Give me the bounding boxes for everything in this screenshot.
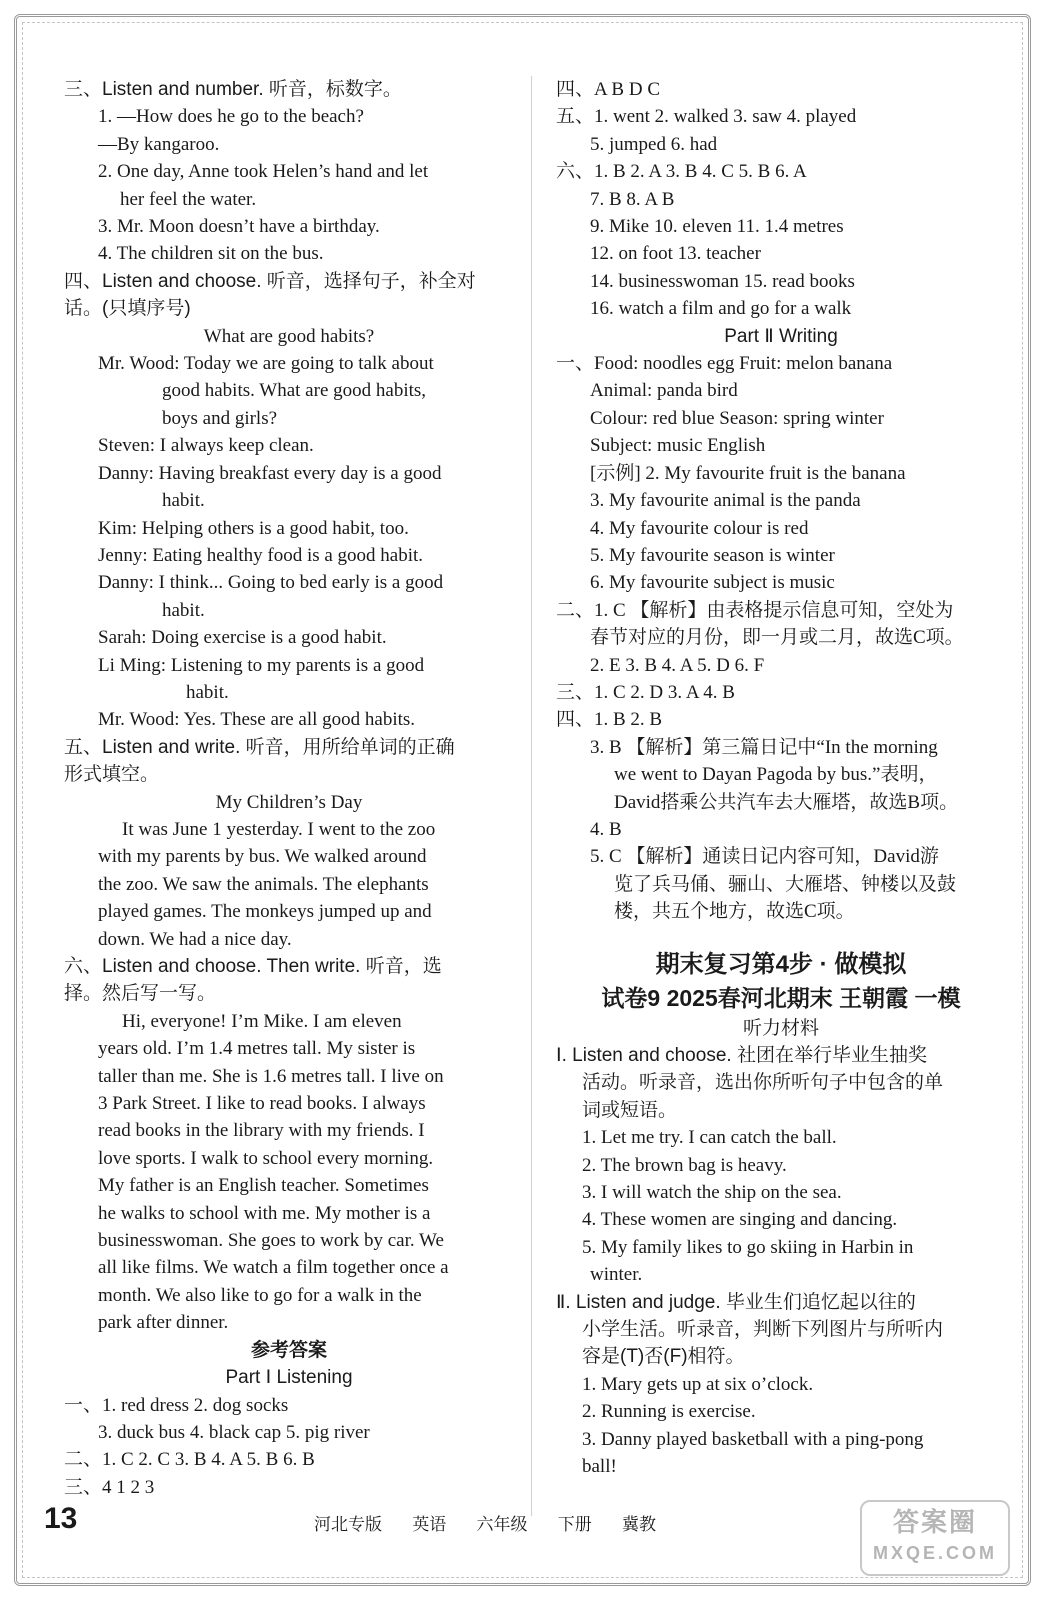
text-line: ball!	[582, 1456, 617, 1478]
section-heading: 活动。听录音，选出你所听句子中包含的单	[582, 1072, 944, 1094]
text-line: My father is an English teacher. Sometimes	[98, 1175, 429, 1197]
watermark-logo	[860, 1500, 1010, 1576]
text-line: Hi, everyone! I’m Mike. I am eleven	[122, 1010, 402, 1032]
text-line: love sports. I walk to school every morning.	[98, 1147, 434, 1169]
answer-line: 3. My favourite animal is the panda	[590, 490, 861, 512]
text-line: all like films. We watch a film together once a	[98, 1257, 449, 1279]
text-line: Danny: Having breakfast every day is a good	[98, 462, 442, 484]
text-line: Steven: I always keep clean.	[98, 435, 314, 457]
answer-line: 四、1. B 2. B	[556, 709, 663, 731]
text-line: 3 Park Street. I like to read books. I always	[98, 1093, 426, 1115]
text-line: Sarah: Doing exercise is a good habit.	[98, 627, 387, 649]
watermark-text: 答案圈	[892, 1507, 977, 1537]
section-heading: 词或短语。	[582, 1099, 678, 1121]
answer-line: 7. B 8. A B	[590, 188, 675, 210]
text-line: habit.	[162, 490, 205, 512]
section-heading: Ⅱ. Listen and judge. 毕业生们追忆起以往的	[556, 1291, 916, 1313]
text-line: taller than me. She is 1.6 metres tall. I live on	[98, 1065, 444, 1087]
chapter-heading: 期末复习第4步 · 做模拟	[655, 950, 907, 978]
section-heading: 话。(只填序号)	[64, 298, 191, 320]
answer-line: 4. B	[590, 818, 622, 840]
text-line: Kim: Helping others is a good habit, too.	[98, 517, 409, 539]
text-line: 2. The brown bag is heavy.	[582, 1154, 787, 1176]
text-line: winter.	[590, 1264, 643, 1286]
answer-key-heading: 参考答案	[250, 1339, 327, 1361]
answer-line: 三、4 1 2 3	[64, 1476, 155, 1498]
section-heading: 小学生活。听录音，判断下列图片与所听内	[582, 1319, 944, 1341]
answer-line: 12. on foot 13. teacher	[590, 243, 761, 265]
subject-label: 英语	[412, 1515, 447, 1534]
section-heading: Ⅰ. Listen and choose. 社团在举行毕业生抽奖	[556, 1045, 927, 1066]
part-heading: Part Ⅱ Writing	[724, 325, 838, 347]
text-line: month. We also like to go for a walk in the	[98, 1284, 422, 1306]
text-line: Mr. Wood: Today we are going to talk about	[98, 353, 434, 375]
text-line: played games. The monkeys jumped up and	[98, 901, 432, 923]
text-line: read books in the library with my friends. I	[98, 1120, 425, 1142]
text-line: —By kangaroo.	[98, 133, 220, 155]
answer-line: 16. watch a film and go for a walk	[590, 298, 852, 320]
answer-line: 五、1. went 2. walked 3. saw 4. played	[556, 106, 857, 128]
text-line: with my parents by bus. We walked around	[98, 846, 427, 868]
text-line: 1. —How does he go to the beach?	[98, 106, 364, 128]
answer-line: we went to Dayan Pagoda by bus.”表明，	[614, 764, 938, 786]
text-line: 4. These women are singing and dancing.	[582, 1209, 898, 1231]
answer-line: 三、1. C 2. D 3. A 4. B	[556, 681, 735, 703]
answer-line: 一、1. red dress 2. dog socks	[64, 1394, 289, 1416]
answer-line: 四、A B D C	[556, 79, 660, 100]
passage-title: My Children’s Day	[215, 791, 363, 813]
dialogue-title: What are good habits?	[203, 325, 375, 347]
answer-line: 览了兵马俑、骊山、大雁塔、钟楼以及鼓	[614, 873, 957, 895]
volume-label: 下册	[557, 1515, 592, 1534]
section-heading: 三、Listen and number. 听音，标数字。	[64, 79, 402, 100]
text-line: habit.	[162, 599, 205, 621]
answer-line: 6. My favourite subject is music	[590, 572, 835, 594]
answer-line: 4. My favourite colour is red	[590, 517, 809, 539]
answer-line: 9. Mike 10. eleven 11. 1.4 metres	[590, 216, 844, 238]
answer-line: 3. B 【解析】第三篇日记中“In the morning	[590, 736, 938, 758]
right-column	[556, 76, 1006, 1481]
column-divider	[531, 76, 532, 1516]
watermark-url: MXQE.COM	[872, 1543, 997, 1563]
text-line: Mr. Wood: Yes. These are all good habits.	[98, 709, 416, 731]
text-line: her feel the water.	[120, 188, 257, 210]
answer-line: 5. C 【解析】通读日记内容可知，David游	[590, 846, 939, 868]
answer-line: Animal: panda bird	[590, 380, 738, 402]
text-line: boys and girls?	[162, 407, 278, 429]
section-heading: 容是(T)否(F)相符。	[582, 1346, 745, 1368]
answer-line: 2. E 3. B 4. A 5. D 6. F	[590, 654, 765, 676]
text-line: 3. Danny played basketball with a ping-pong	[582, 1428, 924, 1450]
answer-line: 一、Food: noodles egg Fruit: melon banana	[556, 353, 893, 375]
test-paper-title: 试卷9 2025春河北期末 王朝霞 一模	[601, 984, 961, 1011]
left-column	[64, 76, 514, 1501]
text-line: 1. Let me try. I can catch the ball.	[582, 1127, 837, 1149]
text-line: Li Ming: Listening to my parents is a good	[98, 654, 425, 676]
text-line: 3. I will watch the ship on the sea.	[582, 1182, 842, 1204]
grade-label: 六年级	[476, 1515, 528, 1534]
answer-line: Subject: music English	[590, 435, 766, 457]
section-heading: 四、Listen and choose. 听音，选择句子，补全对	[64, 270, 476, 292]
footer-meta	[314, 1510, 682, 1535]
page-number: 13	[44, 1502, 78, 1535]
publisher-label: 冀教	[622, 1515, 656, 1534]
spacer	[556, 926, 1006, 948]
text-line: Jenny: Eating healthy food is a good habit.	[98, 544, 424, 566]
text-line: It was June 1 yesterday. I went to the zoo	[122, 818, 436, 840]
answer-line: 5. My favourite season is winter	[590, 544, 835, 566]
section-heading: 择。然后写一写。	[64, 983, 217, 1005]
answer-line: 5. jumped 6. had	[590, 133, 718, 155]
answer-line: 二、1. C 2. C 3. B 4. A 5. B 6. B	[64, 1449, 315, 1471]
text-line: he walks to school with me. My mother is a	[98, 1202, 431, 1224]
text-line: good habits. What are good habits,	[162, 380, 427, 402]
text-line: 2. Running is exercise.	[582, 1401, 756, 1423]
text-line: 1. Mary gets up at six o’clock.	[582, 1373, 814, 1395]
part-heading: Part Ⅰ Listening	[225, 1367, 353, 1389]
answer-line: 楼，共五个地方，故选C项。	[614, 901, 855, 923]
text-line: Danny: I think... Going to bed early is a good	[98, 572, 444, 594]
section-heading: 五、Listen and write. 听音，用所给单词的正确	[64, 736, 455, 758]
text-line: 2. One day, Anne took Helen’s hand and let	[98, 161, 429, 183]
answer-line: 3. duck bus 4. black cap 5. pig river	[98, 1421, 370, 1443]
text-line: 4. The children sit on the bus.	[98, 243, 324, 265]
answer-line: 六、1. B 2. A 3. B 4. C 5. B 6. A	[556, 161, 807, 183]
answer-line: 春节对应的月份，即一月或二月，故选C项。	[590, 627, 964, 649]
edition-label: 河北专版	[314, 1515, 382, 1534]
text-line: businesswoman. She goes to work by car. We	[98, 1230, 444, 1252]
text-line: the zoo. We saw the animals. The elephants	[98, 873, 429, 895]
text-line: years old. I’m 1.4 metres tall. My sister is	[98, 1038, 416, 1060]
text-line: 5. My family likes to go skiing in Harbin in	[582, 1236, 914, 1258]
subheading: 听力材料	[742, 1017, 819, 1039]
answer-line: David搭乘公共汽车去大雁塔，故选B项。	[614, 791, 959, 813]
answer-line: Colour: red blue Season: spring winter	[590, 407, 884, 429]
answer-line: 二、1. C 【解析】由表格提示信息可知，空处为	[556, 599, 954, 621]
text-line: down. We had a nice day.	[98, 928, 292, 950]
answer-line: [示例] 2. My favourite fruit is the banana	[590, 462, 906, 484]
section-heading: 六、Listen and choose. Then write. 听音，选	[64, 956, 442, 977]
section-heading: 形式填空。	[64, 764, 160, 786]
text-line: 3. Mr. Moon doesn’t have a birthday.	[98, 216, 380, 238]
answer-line: 14. businesswoman 15. read books	[590, 270, 855, 292]
text-line: park after dinner.	[98, 1312, 229, 1334]
text-line: habit.	[186, 681, 229, 703]
